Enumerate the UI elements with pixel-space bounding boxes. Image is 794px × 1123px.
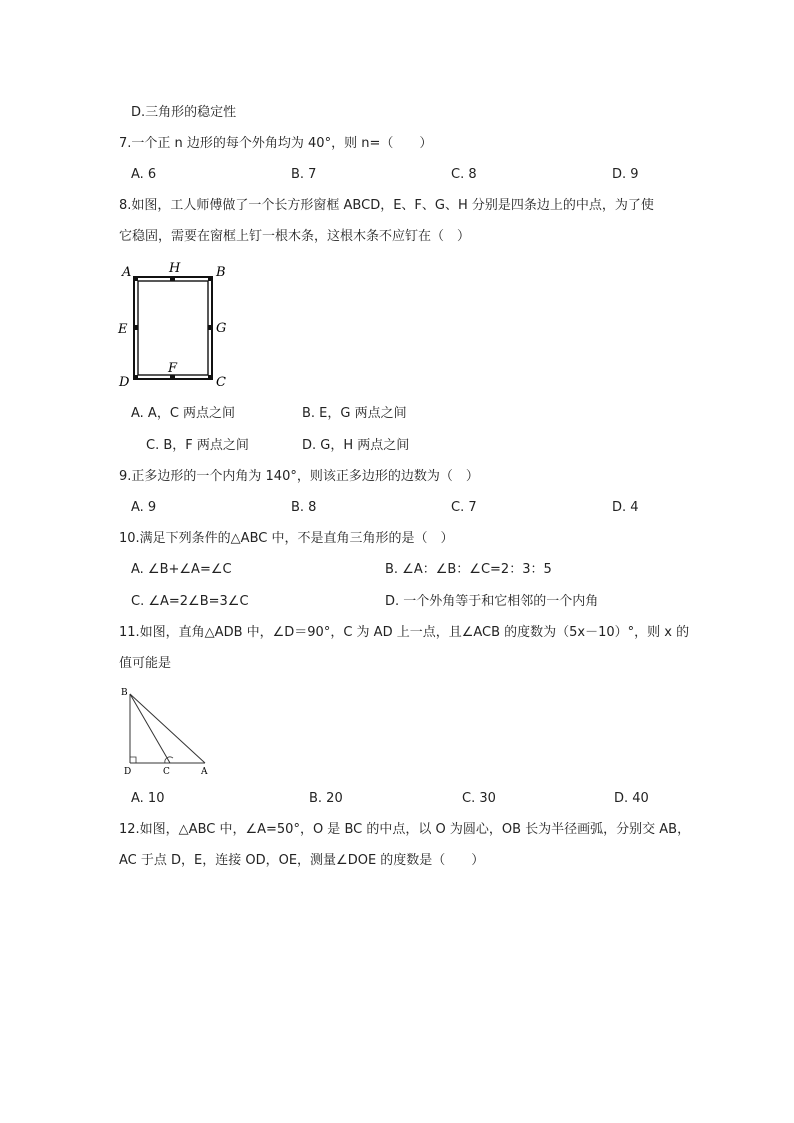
q8-option-a: A. A，C 两点之间 (131, 406, 236, 421)
label-f: F (168, 361, 178, 376)
q10-option-c: C. ∠A=2∠B=3∠C (131, 594, 249, 609)
q9-option-b: B. 8 (291, 500, 317, 515)
label-a: A (201, 767, 208, 777)
q10-option-b: B. ∠A：∠B：∠C=2：3：5 (385, 562, 552, 577)
q11-option-d: D. 40 (614, 791, 649, 806)
label-g: G (216, 321, 227, 336)
q9-option-c: C. 7 (451, 500, 477, 515)
right-angle-mark (130, 757, 136, 763)
q9-option-d: D. 4 (612, 500, 639, 515)
label-a: A (122, 265, 132, 280)
q9-stem: 9.正多边形的一个内角为 140°，则该正多边形的边数为（ ） (119, 469, 479, 484)
label-c: C (163, 767, 170, 777)
q8-window-frame-figure (114, 260, 234, 390)
q6-option-d: D.三角形的稳定性 (131, 105, 237, 120)
label-b: B (121, 688, 128, 698)
q7-stem: 7.一个正 n 边形的每个外角均为 40°，则 n=（ ） (119, 136, 433, 151)
q7-option-c: C. 8 (451, 167, 477, 182)
q11-stem-line2: 值可能是 (119, 656, 172, 671)
label-d: D (119, 375, 130, 390)
q8-stem-line1: 8.如图，工人师傅做了一个长方形窗框 ABCD，E、F、G、H 分别是四条边上的中点，为了使 (119, 198, 654, 213)
q8-stem-line2: 它稳固，需要在窗框上钉一根木条，这根木条不应钉在（ ） (119, 229, 471, 244)
segment-bc (130, 694, 170, 763)
q7-option-b: B. 7 (291, 167, 317, 182)
q12-stem-line1: 12.如图，△ABC 中，∠A=50°，O 是 BC 的中点，以 O 为圆心，OB 长为半径画弧，分别交 AB， (119, 822, 691, 837)
q11-right-triangle-figure (116, 684, 226, 779)
q10-stem: 10.满足下列条件的△ABC 中，不是直角三角形的是（ ） (119, 531, 454, 546)
q7-option-a: A. 6 (131, 167, 157, 182)
q7-option-d: D. 9 (612, 167, 639, 182)
label-b: B (216, 265, 226, 280)
q11-option-c: C. 30 (462, 791, 496, 806)
midpoint-g-marker (208, 325, 213, 330)
corner-d-marker (133, 375, 138, 380)
q10-option-d: D. 一个外角等于和它相邻的一个内角 (385, 594, 599, 609)
q11-option-a: A. 10 (131, 791, 165, 806)
segment-ba (130, 694, 205, 763)
q8-option-b: B. E，G 两点之间 (302, 406, 407, 421)
label-c: C (216, 375, 226, 390)
q11-option-b: B. 20 (309, 791, 343, 806)
corner-a-marker (133, 276, 138, 281)
q12-stem-line2: AC 于点 D，E，连接 OD，OE，测量∠DOE 的度数是（ ） (119, 853, 485, 868)
q8-option-d: D. G，H 两点之间 (302, 438, 410, 453)
q8-option-c: C. B，F 两点之间 (146, 438, 249, 453)
label-e: E (118, 322, 128, 337)
q10-option-a: A. ∠B+∠A=∠C (131, 562, 232, 577)
q9-option-a: A. 9 (131, 500, 157, 515)
midpoint-h-marker (170, 276, 175, 281)
q11-stem-line1: 11.如图，直角△ADB 中，∠D＝90°，C 为 AD 上一点，且∠ACB 的度数为（5x－10）°，则 x 的 (119, 625, 690, 640)
corner-b-marker (208, 276, 213, 281)
label-d: D (124, 767, 132, 777)
label-h: H (169, 261, 181, 276)
midpoint-e-marker (133, 325, 138, 330)
corner-c-marker (208, 375, 213, 380)
